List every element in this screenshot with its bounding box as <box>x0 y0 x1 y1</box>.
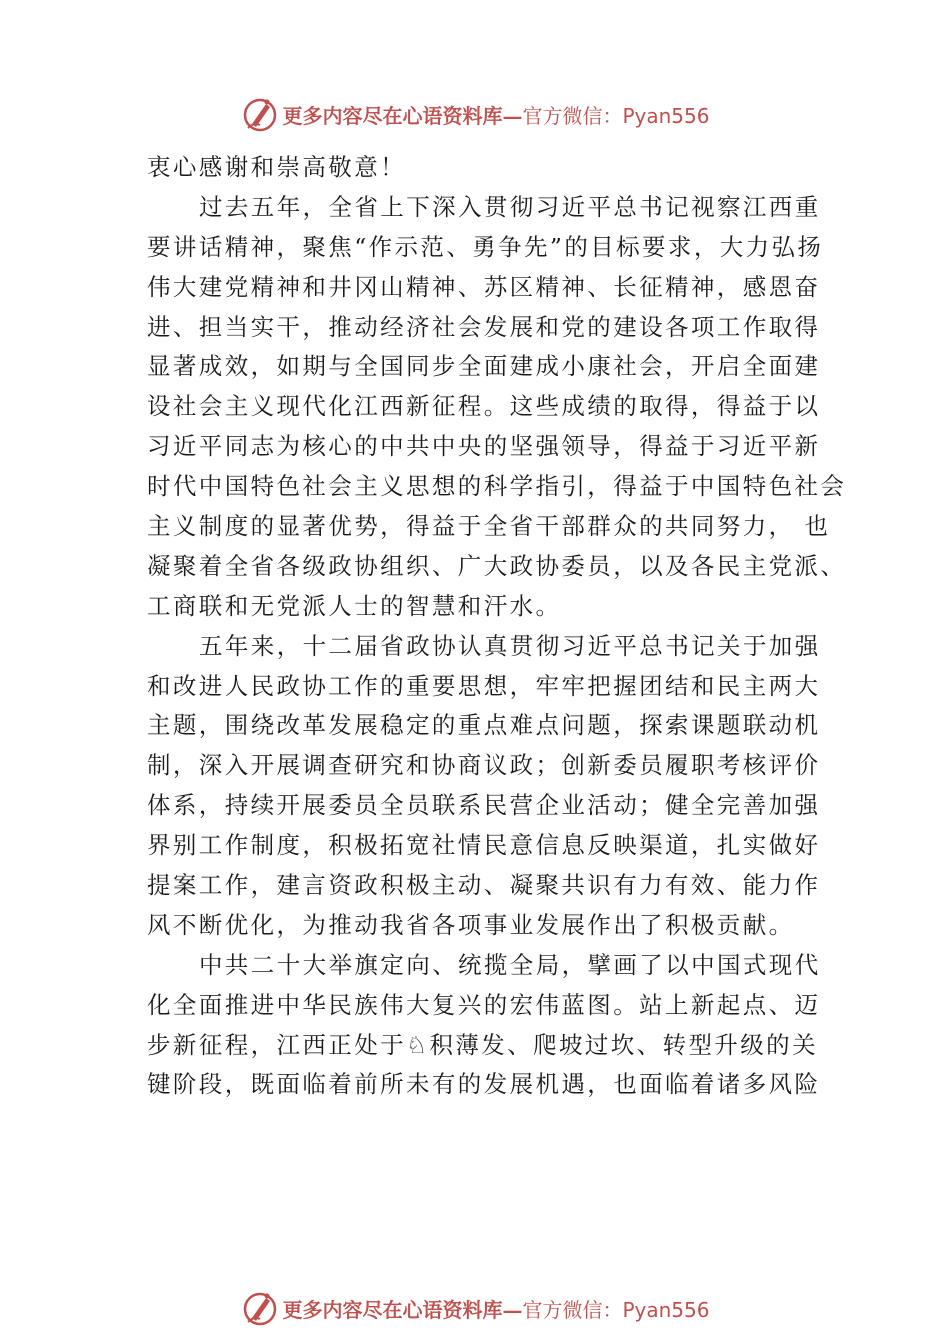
document-body <box>147 148 847 1105</box>
text-line: 习近平同志为核心的中共中央的坚强领导，得益于习近平新 <box>147 432 821 461</box>
text-line: 设社会主义现代化江西新征程。这些成绩的取得，得益于以 <box>147 392 821 421</box>
text-line: 化全面推进中华民族伟大复兴的宏伟蓝图。站上新起点、迈 <box>147 990 821 1019</box>
paragraph-start-line: 过去五年，全省上下深入贯彻习近平总书记视察江西重 <box>199 192 821 221</box>
text-line: 步新征程，江西正处于♘积薄发、爬坡过坎、转型升级的关 <box>147 1030 818 1059</box>
text-line: 体系，持续开展委员全员联系民营企业活动；健全完善加强 <box>147 791 821 820</box>
banner-wechat: 官方微信：Pyan556 <box>522 103 710 128</box>
footer-banner <box>0 1286 950 1330</box>
text-line: 主义制度的显著优势，得益于全省干部群众的共同努力， 也 <box>147 512 831 541</box>
paragraph-start-line: 中共二十大举旗定向、统揽全局，擘画了以中国式现代 <box>199 950 821 979</box>
text-line: 和改进人民政协工作的重要思想，牢牢把握团结和民主两大 <box>147 671 821 700</box>
header-banner <box>0 92 950 136</box>
banner-wechat: 官方微信：Pyan556 <box>522 1297 710 1322</box>
text-line: 时代中国特色社会主义思想的科学指引，得益于中国特色社会 <box>147 472 847 501</box>
text-line: 风不断优化，为推动我省各项事业发展作出了积极贡献。 <box>147 910 795 939</box>
pen-nib-logo-icon <box>240 1288 280 1328</box>
paragraph-start-line: 五年来，十二届省政协认真贯彻习近平总书记关于加强 <box>199 631 821 660</box>
text-line: 进、担当实干，推动经济社会发展和党的建设各项工作取得 <box>147 312 821 341</box>
banner-site-name: 更多内容尽在心语资料库— <box>282 103 523 128</box>
text-line: 工商联和无党派人士的智慧和汗水。 <box>147 591 562 620</box>
text-line: 主题，围绕改革发展稳定的重点难点问题，探索课题联动机 <box>147 711 821 740</box>
text-line: 衷心感谢和崇高敬意！ <box>147 153 406 181</box>
text-line: 显著成效，如期与全国同步全面建成小康社会，开启全面建 <box>147 352 821 381</box>
text-line: 要讲话精神，聚焦“作示范、勇争先”的目标要求，大力弘扬 <box>147 232 824 261</box>
text-line: 凝聚着全省各级政协组织、广大政协委员，以及各民主党派、 <box>147 551 847 580</box>
text-line: 键阶段，既面临着前所未有的发展机遇，也面临着诸多风险 <box>147 1070 821 1099</box>
banner-site-name: 更多内容尽在心语资料库— <box>282 1297 523 1322</box>
text-line: 界别工作制度，积极拓宽社情民意信息反映渠道，扎实做好 <box>147 831 821 860</box>
text-line: 提案工作，建言资政积极主动、凝聚共识有力有效、能力作 <box>147 871 821 900</box>
text-line: 制，深入开展调查研究和协商议政；创新委员履职考核评价 <box>147 751 821 780</box>
text-line: 伟大建党精神和井冈山精神、苏区精神、长征精神，感恩奋 <box>147 272 821 301</box>
pen-nib-logo-icon <box>240 94 280 134</box>
